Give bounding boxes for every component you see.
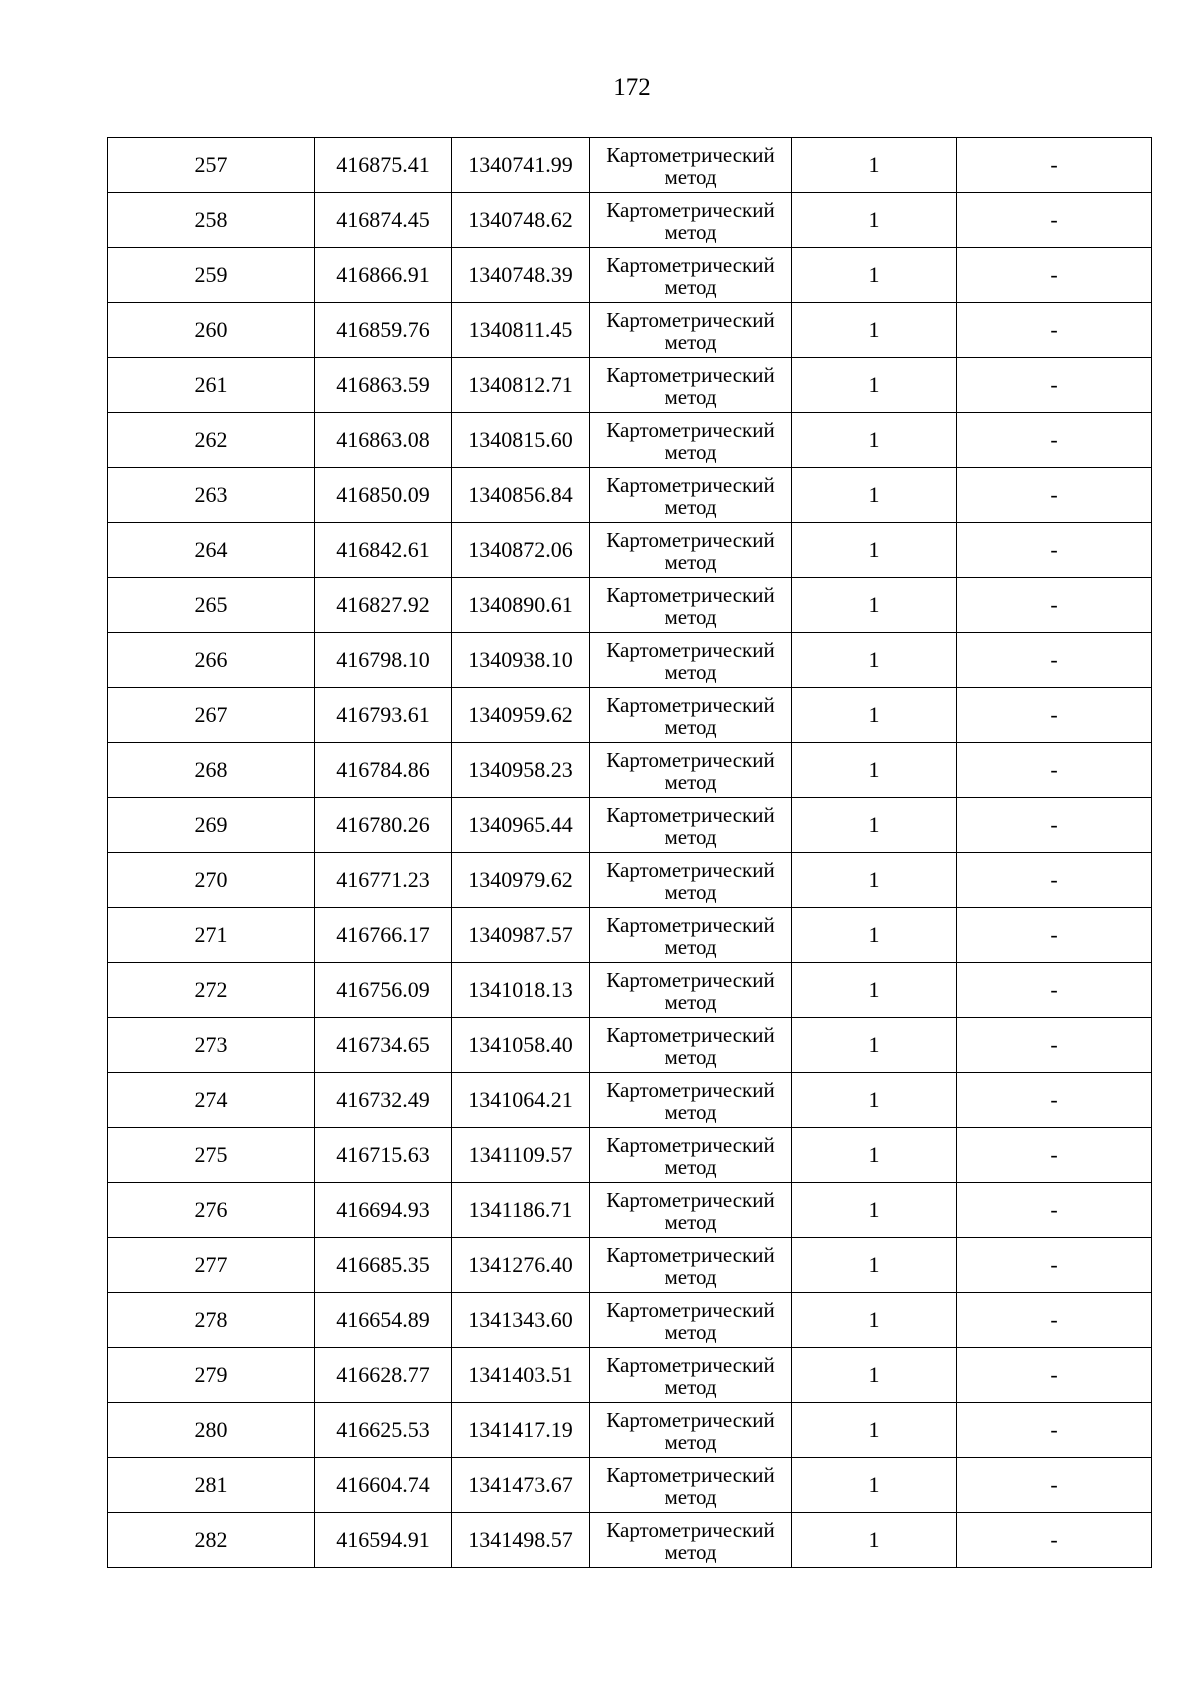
y-coordinate-cell: 1341473.67 <box>452 1458 590 1513</box>
method-cell <box>590 798 792 853</box>
table-row <box>108 193 1152 248</box>
x-coordinate-cell: 416628.77 <box>315 1348 452 1403</box>
table-row <box>108 1073 1152 1128</box>
table-row <box>108 853 1152 908</box>
method-cell <box>590 1403 792 1458</box>
point-number-cell: 261 <box>108 358 315 413</box>
table-row <box>108 963 1152 1018</box>
accuracy-cell: 1 <box>792 853 957 908</box>
method-line-2: метод <box>664 660 717 684</box>
table-row <box>108 1348 1152 1403</box>
point-number-cell: 282 <box>108 1513 315 1568</box>
accuracy-cell: 1 <box>792 1513 957 1568</box>
method-line-1: Картометрический <box>606 693 775 717</box>
method-line-1: Картометрический <box>606 583 775 607</box>
method-cell <box>590 1293 792 1348</box>
table-row <box>108 1293 1152 1348</box>
method-line-1: Картометрический <box>606 1188 775 1212</box>
note-cell: - <box>957 468 1152 523</box>
y-coordinate-cell: 1341417.19 <box>452 1403 590 1458</box>
table-row <box>108 1458 1152 1513</box>
method-line-1: Картометрический <box>606 1298 775 1322</box>
y-coordinate-cell: 1341018.13 <box>452 963 590 1018</box>
accuracy-cell: 1 <box>792 303 957 358</box>
note-cell: - <box>957 1073 1152 1128</box>
y-coordinate-cell: 1340938.10 <box>452 633 590 688</box>
method-line-1: Картометрический <box>606 308 775 332</box>
method-cell <box>590 468 792 523</box>
note-cell: - <box>957 798 1152 853</box>
point-number-cell: 272 <box>108 963 315 1018</box>
point-number-cell: 275 <box>108 1128 315 1183</box>
accuracy-cell: 1 <box>792 633 957 688</box>
method-line-2: метод <box>664 385 717 409</box>
accuracy-cell: 1 <box>792 138 957 193</box>
y-coordinate-cell: 1340811.45 <box>452 303 590 358</box>
method-cell <box>590 1458 792 1513</box>
method-cell <box>590 1238 792 1293</box>
method-line-2: метод <box>664 1540 717 1564</box>
accuracy-cell: 1 <box>792 908 957 963</box>
x-coordinate-cell: 416594.91 <box>315 1513 452 1568</box>
x-coordinate-cell: 416780.26 <box>315 798 452 853</box>
method-cell <box>590 1073 792 1128</box>
method-line-2: метод <box>664 1375 717 1399</box>
note-cell: - <box>957 413 1152 468</box>
method-cell <box>590 138 792 193</box>
x-coordinate-cell: 416798.10 <box>315 633 452 688</box>
y-coordinate-cell: 1340958.23 <box>452 743 590 798</box>
method-line-2: метод <box>664 220 717 244</box>
method-cell <box>590 1018 792 1073</box>
method-line-1: Картометрический <box>606 143 775 167</box>
method-line-2: метод <box>664 770 717 794</box>
accuracy-cell: 1 <box>792 963 957 1018</box>
point-number-cell: 277 <box>108 1238 315 1293</box>
method-line-2: метод <box>664 1430 717 1454</box>
method-line-2: метод <box>664 1265 717 1289</box>
note-cell: - <box>957 853 1152 908</box>
point-number-cell: 258 <box>108 193 315 248</box>
method-line-1: Картометрический <box>606 968 775 992</box>
y-coordinate-cell: 1341276.40 <box>452 1238 590 1293</box>
method-cell <box>590 248 792 303</box>
method-line-1: Картометрический <box>606 638 775 662</box>
point-number-cell: 276 <box>108 1183 315 1238</box>
y-coordinate-cell: 1340987.57 <box>452 908 590 963</box>
y-coordinate-cell: 1340965.44 <box>452 798 590 853</box>
point-number-cell: 266 <box>108 633 315 688</box>
x-coordinate-cell: 416793.61 <box>315 688 452 743</box>
note-cell: - <box>957 908 1152 963</box>
coordinates-table-body <box>108 138 1152 1568</box>
y-coordinate-cell: 1340890.61 <box>452 578 590 633</box>
y-coordinate-cell: 1340979.62 <box>452 853 590 908</box>
method-cell <box>590 523 792 578</box>
accuracy-cell: 1 <box>792 1293 957 1348</box>
method-line-1: Картометрический <box>606 1518 775 1542</box>
method-line-1: Картометрический <box>606 858 775 882</box>
method-line-1: Картометрический <box>606 1353 775 1377</box>
x-coordinate-cell: 416625.53 <box>315 1403 452 1458</box>
x-coordinate-cell: 416827.92 <box>315 578 452 633</box>
x-coordinate-cell: 416874.45 <box>315 193 452 248</box>
method-line-2: метод <box>664 1100 717 1124</box>
point-number-cell: 260 <box>108 303 315 358</box>
accuracy-cell: 1 <box>792 1403 957 1458</box>
note-cell: - <box>957 1293 1152 1348</box>
method-cell <box>590 1128 792 1183</box>
method-line-2: метод <box>664 605 717 629</box>
point-number-cell: 279 <box>108 1348 315 1403</box>
table-row <box>108 633 1152 688</box>
method-line-1: Картометрический <box>606 1408 775 1432</box>
point-number-cell: 271 <box>108 908 315 963</box>
method-line-1: Картометрический <box>606 1133 775 1157</box>
accuracy-cell: 1 <box>792 468 957 523</box>
table-row <box>108 358 1152 413</box>
x-coordinate-cell: 416654.89 <box>315 1293 452 1348</box>
method-line-1: Картометрический <box>606 253 775 277</box>
method-line-2: метод <box>664 1210 717 1234</box>
table-row <box>108 578 1152 633</box>
note-cell: - <box>957 578 1152 633</box>
table-row <box>108 1238 1152 1293</box>
method-line-2: метод <box>664 1320 717 1344</box>
method-cell <box>590 193 792 248</box>
x-coordinate-cell: 416771.23 <box>315 853 452 908</box>
y-coordinate-cell: 1340748.39 <box>452 248 590 303</box>
accuracy-cell: 1 <box>792 1128 957 1183</box>
note-cell: - <box>957 138 1152 193</box>
method-line-1: Картометрический <box>606 418 775 442</box>
x-coordinate-cell: 416766.17 <box>315 908 452 963</box>
method-cell <box>590 688 792 743</box>
table-row <box>108 1403 1152 1458</box>
table-row <box>108 1018 1152 1073</box>
method-cell <box>590 743 792 798</box>
y-coordinate-cell: 1341064.21 <box>452 1073 590 1128</box>
table-row <box>108 413 1152 468</box>
accuracy-cell: 1 <box>792 578 957 633</box>
x-coordinate-cell: 416850.09 <box>315 468 452 523</box>
method-line-1: Картометрический <box>606 1463 775 1487</box>
x-coordinate-cell: 416685.35 <box>315 1238 452 1293</box>
x-coordinate-cell: 416604.74 <box>315 1458 452 1513</box>
y-coordinate-cell: 1340812.71 <box>452 358 590 413</box>
point-number-cell: 273 <box>108 1018 315 1073</box>
y-coordinate-cell: 1341109.57 <box>452 1128 590 1183</box>
point-number-cell: 267 <box>108 688 315 743</box>
y-coordinate-cell: 1340748.62 <box>452 193 590 248</box>
accuracy-cell: 1 <box>792 1238 957 1293</box>
x-coordinate-cell: 416859.76 <box>315 303 452 358</box>
method-line-2: метод <box>664 1045 717 1069</box>
x-coordinate-cell: 416715.63 <box>315 1128 452 1183</box>
method-line-1: Картометрический <box>606 803 775 827</box>
note-cell: - <box>957 1238 1152 1293</box>
method-line-2: метод <box>664 880 717 904</box>
note-cell: - <box>957 1513 1152 1568</box>
x-coordinate-cell: 416756.09 <box>315 963 452 1018</box>
method-cell <box>590 1513 792 1568</box>
method-line-1: Картометрический <box>606 1078 775 1102</box>
accuracy-cell: 1 <box>792 798 957 853</box>
note-cell: - <box>957 303 1152 358</box>
table-row <box>108 908 1152 963</box>
accuracy-cell: 1 <box>792 523 957 578</box>
accuracy-cell: 1 <box>792 358 957 413</box>
method-line-1: Картометрический <box>606 913 775 937</box>
accuracy-cell: 1 <box>792 743 957 798</box>
table-row <box>108 688 1152 743</box>
y-coordinate-cell: 1340741.99 <box>452 138 590 193</box>
point-number-cell: 259 <box>108 248 315 303</box>
note-cell: - <box>957 1348 1152 1403</box>
y-coordinate-cell: 1340815.60 <box>452 413 590 468</box>
method-cell <box>590 578 792 633</box>
note-cell: - <box>957 1458 1152 1513</box>
accuracy-cell: 1 <box>792 1018 957 1073</box>
method-line-2: метод <box>664 275 717 299</box>
y-coordinate-cell: 1340872.06 <box>452 523 590 578</box>
y-coordinate-cell: 1341186.71 <box>452 1183 590 1238</box>
note-cell: - <box>957 1183 1152 1238</box>
method-line-1: Картометрический <box>606 198 775 222</box>
method-line-2: метод <box>664 495 717 519</box>
point-number-cell: 269 <box>108 798 315 853</box>
x-coordinate-cell: 416875.41 <box>315 138 452 193</box>
y-coordinate-cell: 1341403.51 <box>452 1348 590 1403</box>
method-cell <box>590 633 792 688</box>
y-coordinate-cell: 1341058.40 <box>452 1018 590 1073</box>
point-number-cell: 262 <box>108 413 315 468</box>
point-number-cell: 270 <box>108 853 315 908</box>
accuracy-cell: 1 <box>792 688 957 743</box>
method-line-2: метод <box>664 1155 717 1179</box>
x-coordinate-cell: 416732.49 <box>315 1073 452 1128</box>
point-number-cell: 274 <box>108 1073 315 1128</box>
note-cell: - <box>957 523 1152 578</box>
point-number-cell: 263 <box>108 468 315 523</box>
y-coordinate-cell: 1340959.62 <box>452 688 590 743</box>
method-cell <box>590 303 792 358</box>
accuracy-cell: 1 <box>792 1183 957 1238</box>
table-row <box>108 1183 1152 1238</box>
method-cell <box>590 358 792 413</box>
method-cell <box>590 963 792 1018</box>
method-line-2: метод <box>664 1485 717 1509</box>
accuracy-cell: 1 <box>792 413 957 468</box>
method-line-1: Картометрический <box>606 1023 775 1047</box>
note-cell: - <box>957 633 1152 688</box>
x-coordinate-cell: 416863.08 <box>315 413 452 468</box>
y-coordinate-cell: 1341343.60 <box>452 1293 590 1348</box>
x-coordinate-cell: 416866.91 <box>315 248 452 303</box>
method-line-2: метод <box>664 550 717 574</box>
method-line-1: Картометрический <box>606 528 775 552</box>
method-line-1: Картометрический <box>606 748 775 772</box>
table-row <box>108 523 1152 578</box>
x-coordinate-cell: 416734.65 <box>315 1018 452 1073</box>
point-number-cell: 278 <box>108 1293 315 1348</box>
note-cell: - <box>957 743 1152 798</box>
table-row <box>108 1513 1152 1568</box>
table-row <box>108 468 1152 523</box>
table-row <box>108 743 1152 798</box>
table-row <box>108 1128 1152 1183</box>
point-number-cell: 265 <box>108 578 315 633</box>
x-coordinate-cell: 416784.86 <box>315 743 452 798</box>
point-number-cell: 280 <box>108 1403 315 1458</box>
method-line-2: метод <box>664 440 717 464</box>
point-number-cell: 281 <box>108 1458 315 1513</box>
method-cell <box>590 853 792 908</box>
accuracy-cell: 1 <box>792 1073 957 1128</box>
method-line-2: метод <box>664 935 717 959</box>
note-cell: - <box>957 358 1152 413</box>
note-cell: - <box>957 1018 1152 1073</box>
method-cell <box>590 908 792 963</box>
method-line-1: Картометрический <box>606 363 775 387</box>
y-coordinate-cell: 1340856.84 <box>452 468 590 523</box>
method-line-2: метод <box>664 825 717 849</box>
method-cell <box>590 1348 792 1403</box>
note-cell: - <box>957 1128 1152 1183</box>
method-line-2: метод <box>664 715 717 739</box>
coordinates-table <box>107 137 1152 1568</box>
point-number-cell: 257 <box>108 138 315 193</box>
method-line-2: метод <box>664 330 717 354</box>
x-coordinate-cell: 416842.61 <box>315 523 452 578</box>
table-row <box>108 248 1152 303</box>
method-cell <box>590 413 792 468</box>
table-row <box>108 303 1152 358</box>
page-number: 172 <box>613 74 651 101</box>
method-line-2: метод <box>664 165 717 189</box>
accuracy-cell: 1 <box>792 1458 957 1513</box>
table-row <box>108 138 1152 193</box>
table-row <box>108 798 1152 853</box>
accuracy-cell: 1 <box>792 1348 957 1403</box>
y-coordinate-cell: 1341498.57 <box>452 1513 590 1568</box>
accuracy-cell: 1 <box>792 193 957 248</box>
point-number-cell: 264 <box>108 523 315 578</box>
method-line-1: Картометрический <box>606 473 775 497</box>
x-coordinate-cell: 416863.59 <box>315 358 452 413</box>
method-cell <box>590 1183 792 1238</box>
x-coordinate-cell: 416694.93 <box>315 1183 452 1238</box>
method-line-1: Картометрический <box>606 1243 775 1267</box>
note-cell: - <box>957 1403 1152 1458</box>
note-cell: - <box>957 193 1152 248</box>
note-cell: - <box>957 248 1152 303</box>
accuracy-cell: 1 <box>792 248 957 303</box>
note-cell: - <box>957 963 1152 1018</box>
point-number-cell: 268 <box>108 743 315 798</box>
note-cell: - <box>957 688 1152 743</box>
method-line-2: метод <box>664 990 717 1014</box>
